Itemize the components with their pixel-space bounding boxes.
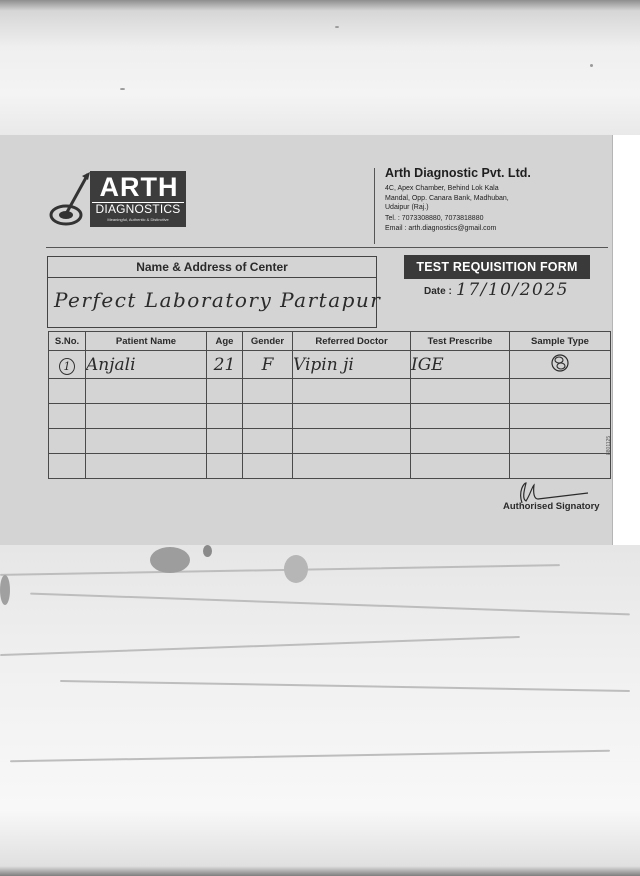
center-title: Name & Address of Center bbox=[136, 260, 288, 274]
logo-wordmark-top: ARTH bbox=[99, 172, 179, 202]
paper-crease bbox=[0, 564, 560, 576]
company-address-line: 4C, Apex Chamber, Behind Lok Kala bbox=[385, 185, 499, 192]
cell-patient-name: Anjali bbox=[86, 351, 207, 379]
company-block bbox=[385, 166, 531, 234]
company-name: Arth Diagnostic Pvt. Ltd. bbox=[385, 166, 531, 180]
sno-circled: 1 bbox=[59, 358, 75, 375]
company-address-line: Mandal, Opp. Canara Bank, Madhuban, bbox=[385, 194, 509, 202]
form-serial-number: 8801125 bbox=[606, 435, 612, 455]
center-name-handwritten: Perfect Laboratory Partapur bbox=[54, 288, 382, 312]
header-gender: Gender bbox=[243, 332, 293, 351]
target-logo-icon bbox=[46, 170, 92, 230]
table-row bbox=[49, 404, 611, 429]
date-handwritten: 17/10/2025 bbox=[456, 280, 569, 300]
paper-crease bbox=[30, 593, 630, 616]
sample-tube-sketch-icon bbox=[545, 351, 575, 373]
cell-referred-doctor: Vipin ji bbox=[293, 351, 411, 379]
paper-crease bbox=[10, 750, 610, 762]
table-row bbox=[49, 454, 611, 479]
center-box bbox=[47, 256, 382, 328]
form-title: TEST REQUISITION FORM bbox=[404, 255, 590, 279]
table-header-row bbox=[49, 332, 611, 351]
logo-wordmark-bottom: DIAGNOSTICS bbox=[92, 202, 184, 216]
cell-test-prescribe: IGE bbox=[411, 351, 510, 379]
stain-mark bbox=[150, 547, 190, 573]
logo-tagline: Meaningful, Authentic & Distinctive bbox=[107, 217, 169, 222]
company-address-line: Udaipur (Raj.) bbox=[385, 204, 429, 211]
cell-sample-type bbox=[510, 351, 611, 379]
center-title-rule bbox=[48, 277, 376, 278]
requisition-table bbox=[48, 331, 611, 479]
table-row bbox=[49, 351, 611, 379]
header-referred-doctor: Referred Doctor bbox=[293, 332, 411, 351]
company-phone: Tel. : 7073308880, 7073818880 bbox=[385, 214, 484, 222]
header-divider bbox=[374, 168, 375, 244]
signature-label: Authorised Signatory bbox=[503, 501, 600, 512]
header-test-prescribe: Test Prescribe bbox=[411, 332, 510, 351]
table-row bbox=[49, 379, 611, 404]
cell-age: 21 bbox=[207, 351, 243, 379]
header-sno: S.No. bbox=[49, 332, 86, 351]
header-patient-name: Patient Name bbox=[86, 332, 207, 351]
paper-crease bbox=[60, 680, 630, 692]
scan-background-bottom bbox=[0, 545, 640, 876]
header-age: Age bbox=[207, 332, 243, 351]
stain-mark bbox=[0, 575, 10, 605]
date-label: Date : bbox=[424, 286, 452, 297]
table-row bbox=[49, 429, 611, 454]
company-logo bbox=[90, 171, 186, 227]
scan-speck bbox=[590, 64, 593, 67]
scan-background-top bbox=[0, 0, 640, 135]
cell-sno bbox=[49, 351, 86, 379]
paper-crease bbox=[0, 636, 520, 656]
stain-mark bbox=[203, 545, 212, 557]
stain-mark bbox=[284, 555, 308, 583]
header-sample-type: Sample Type bbox=[510, 332, 611, 351]
company-email: Email : arth.diagnostics@gmail.com bbox=[385, 225, 497, 232]
scan-speck bbox=[335, 26, 339, 28]
header-rule bbox=[46, 247, 608, 248]
cell-gender: F bbox=[243, 351, 293, 379]
scan-speck bbox=[120, 88, 125, 90]
